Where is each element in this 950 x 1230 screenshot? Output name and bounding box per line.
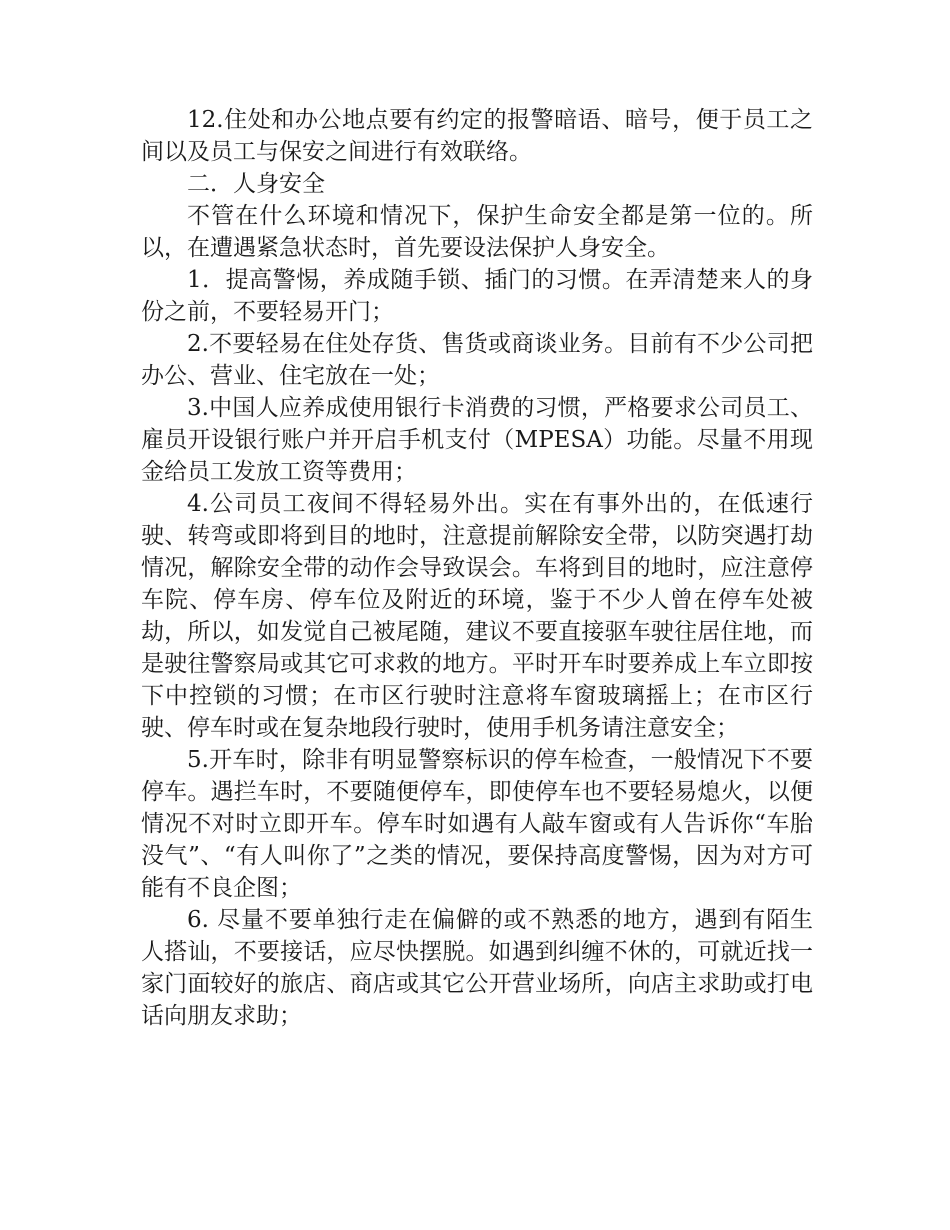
paragraph-item-1: 1．提高警惕，养成随手锁、插门的习惯。在弄清楚来人的身份之前，不要轻易开门； [141,267,813,325]
paragraph-item-4: 4.公司员工夜间不得轻易外出。实在有事外出的，在低速行驶、转弯或即将到目的地时，注意提前解除安全带，以防突遇打劫情况，解除安全带的动作会导致误会。车将到目的地时，应注意停车院、停车房、停车位及附近的环境，鉴于不少人曾在停车处被劫，所以，如发觉自己被尾随，建议不要直接驱车驶往居住地，而是驶往警察局或其它可求救的地方。平时开车时要养成上车立即按下中控锁的习惯；在市区行驶时注意将车窗玻璃摇上；在市区行驶、停车时或在复杂地段行驶时，使用手机务请注意安全； [141,491,813,741]
paragraph-item-5: 5.开车时，除非有明显警察标识的停车检查，一般情况下不要停车。遇拦车时，不要随便停车，即使停车也不要轻易熄火，以便情况不对时立即开车。停车时如遇有人敲车窗或有人告诉你“车胎没气”、“有人叫你了”之类的情况，要保持高度警惕，因为对方可能有不良企图； [141,747,813,901]
paragraph-intro: 不管在什么环境和情况下，保护生命安全都是第一位的。所以，在遭遇紧急状态时，首先要设法保护人身安全。 [141,203,813,261]
paragraph-item-6: 6. 尽量不要单独行走在偏僻的或不熟悉的地方，遇到有陌生人搭讪，不要接话，应尽快摆脱。如遇到纠缠不休的，可就近找一家门面较好的旅店、商店或其它公开营业场所，向店主求助或打电话向朋友求助； [141,907,813,1029]
section-heading-personal-safety: 二．人身安全 [187,171,325,197]
document-body [141,104,813,1032]
paragraph-item-12-alarm-codes: 12.住处和办公地点要有约定的报警暗语、暗号，便于员工之间以及员工与保安之间进行有效联络。 [141,107,813,165]
paragraph-item-2: 2.不要轻易在住处存货、售货或商谈业务。目前有不少公司把办公、营业、住宅放在一处； [141,331,813,389]
paragraph-item-3: 3.中国人应养成使用银行卡消费的习惯，严格要求公司员工、雇员开设银行账户并开启手机支付（MPESA）功能。尽量不用现金给员工发放工资等费用； [141,395,813,485]
